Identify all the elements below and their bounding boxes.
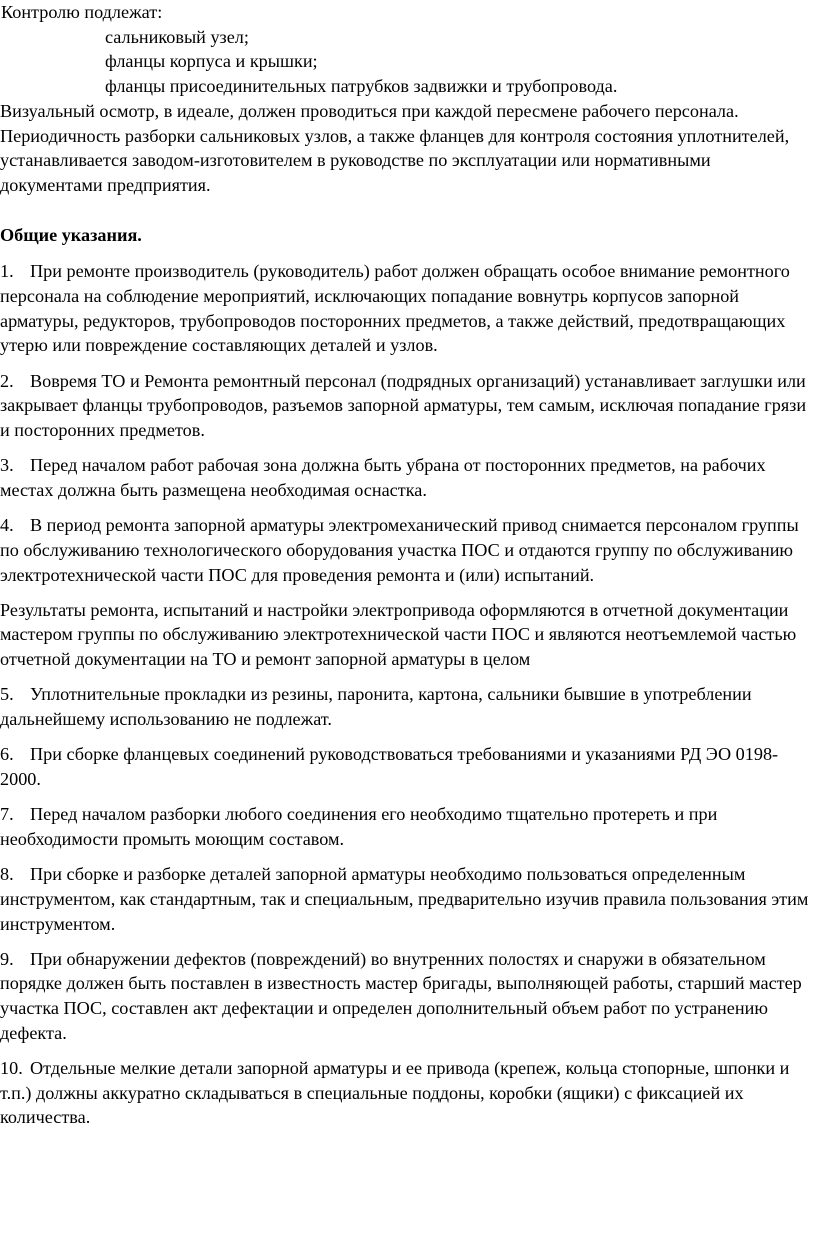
instruction-number: 1. (0, 261, 14, 282)
instruction-text: В период ремонта запорной арматуры электромеханический привод снимается персоналом группы по обслуживанию технологического оборудования участка ПОС и отдаются группу по обслуживанию электротехнической части ПОС для проведения ремонта и (или) испытаний. (0, 515, 799, 585)
instruction-number: 2. (0, 370, 14, 391)
instruction-text: При сборке фланцевых соединений руководствоваться требованиями и указаниями РД ЭО 0198-2000. (0, 744, 779, 789)
instruction-text: Перед началом разборки любого соединения его необходимо тщательно протереть и при необходимости промыть моющим составом. (0, 804, 718, 849)
instruction-note (0, 598, 816, 672)
instruction-item (0, 1056, 816, 1130)
instruction-item (0, 742, 816, 791)
instruction-item (0, 802, 816, 851)
instruction-number: 5. (0, 684, 14, 705)
inspection-item: сальниковый узел; (105, 26, 249, 47)
inspection-item: фланцы корпуса и крышки; (105, 51, 318, 72)
instruction-text: Результаты ремонта, испытаний и настройки электропривода оформляются в отчетной документации мастером группы по обслуживанию электротехнической части ПОС и являются неотъемлемой частью отчетной документации на ТО и ремонт запорной арматуры в целом (0, 599, 797, 670)
instruction-text: При ремонте производитель (руководитель) работ должен обращать особое внимание ремонтного персонала на соблюдение мероприятий, исключающих попадание вовнутрь корпусов запорной арматуры, редукторов, трубопроводов посторонних предметов, а также действий, предотвращающих утерю или повреждение составляющих деталей и узлов. (0, 261, 790, 356)
instruction-item (0, 369, 816, 443)
intro-paragraph: Визуальный осмотр, в идеале, должен проводиться при каждой пересмене рабочего персонала. Периодичность разборки сальниковых узлов, а также фланцев для контроля состояния уплотнителей, устанавливается заводом-изготовителем в руководстве по эксплуатации или нормативными документами предприятия. (0, 100, 790, 195)
instruction-text: Уплотнительные прокладки из резины, паронита, картона, сальники бывшие в употреблении дальнейшему использованию не подлежат. (0, 684, 752, 730)
instruction-text: При обнаружении дефектов (повреждений) во внутренних полостях и снаружи в обязательном порядке должен быть поставлен в известность мастер бригады, выполняющей работы, старший мастер участка ПОС, составлен акт дефектации и определен дополнительный объем работ по устранению дефекта. (0, 948, 802, 1043)
instruction-number: 9. (0, 948, 14, 969)
instruction-text: Вовремя ТО и Ремонта ремонтный персонал (подрядных организаций) устанавливает заглушки или закрывает фланцы трубопроводов, разъемов запорной арматуры, тем самым, исключая попадание грязи и посторонних предметов. (0, 370, 807, 441)
inspection-item: фланцы присоединительных патрубков задвижки и трубопровода. (105, 76, 618, 97)
instruction-text: При сборке и разборке деталей запорной арматуры необходимо пользоваться определенным инструментом, как стандартным, так и специальным, предварительно изучив правила пользования этим инструментом. (0, 864, 809, 934)
instruction-item (0, 862, 816, 936)
instruction-number: 4. (0, 515, 14, 536)
instruction-text: Перед началом работ рабочая зона должна быть убрана от посторонних предметов, на рабочих местах должна быть размещена необходимая оснастка. (0, 455, 766, 500)
instruction-number: 10. (0, 1058, 23, 1079)
instruction-item (0, 259, 816, 358)
instruction-item (0, 947, 816, 1046)
instruction-item (0, 453, 816, 502)
instruction-number: 7. (0, 804, 14, 825)
instructions-list (0, 259, 816, 1130)
instruction-number: 6. (0, 744, 14, 765)
instruction-item (0, 682, 816, 731)
instruction-number: 8. (0, 864, 14, 885)
intro-label: Контролю подлежат: (1, 2, 163, 22)
instruction-number: 3. (0, 455, 14, 476)
inspection-items-list (0, 25, 816, 99)
section-heading: Общие указания. (0, 224, 142, 245)
instruction-item (0, 513, 816, 587)
instruction-text: Отдельные мелкие детали запорной арматуры и ее привода (крепеж, кольца стопорные, шпонки и т.п.) должны аккуратно складываться в специальные поддоны, коробки (ящики) с фиксацией их количества. (0, 1058, 790, 1128)
